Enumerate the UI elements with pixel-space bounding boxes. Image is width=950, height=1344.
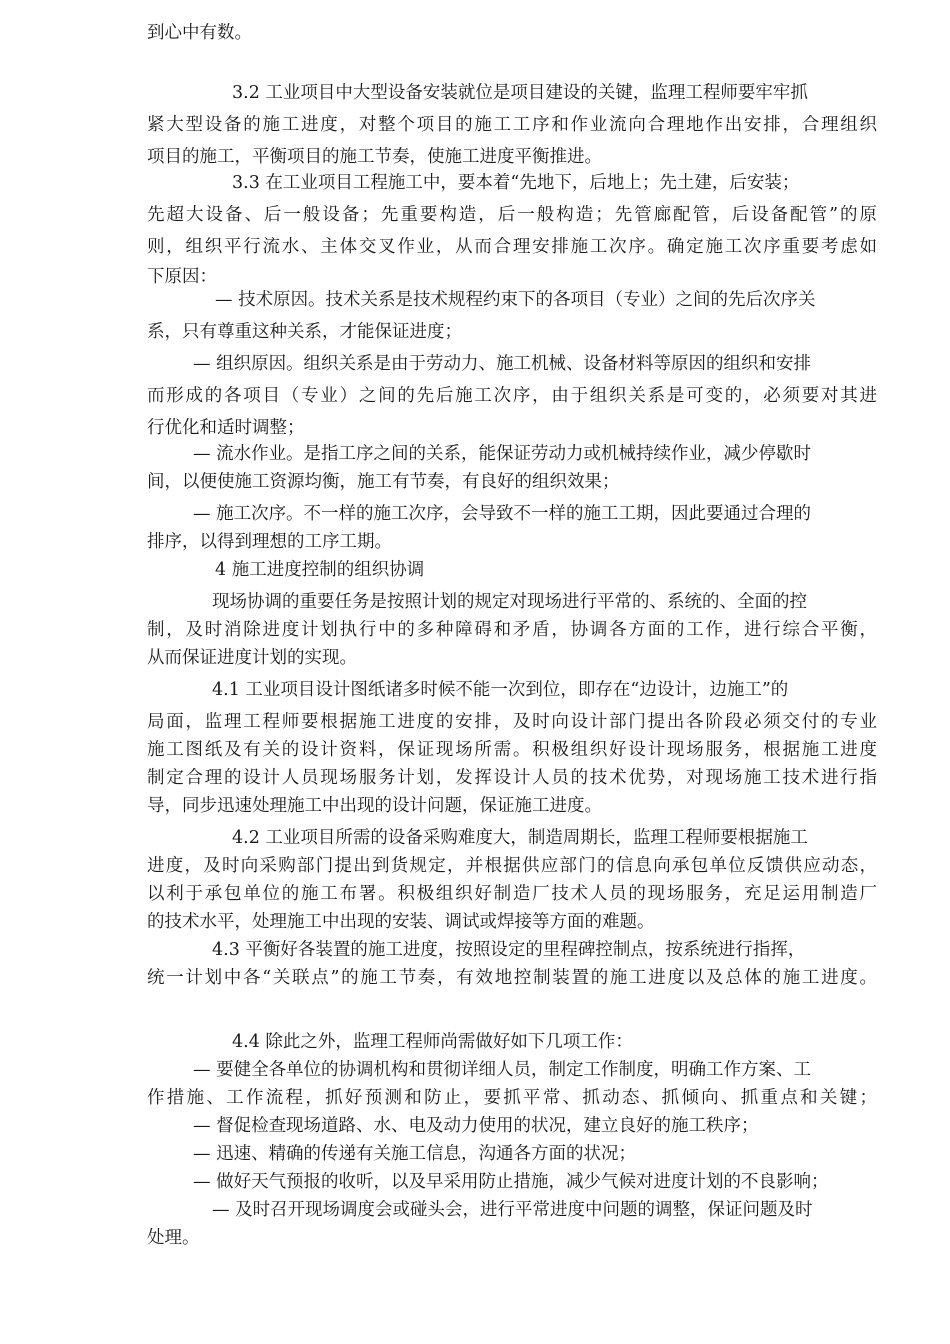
text-line: 统一计划中各“关联点”的施工节奏，有效地控制装置的施工进度以及总体的施工进度。 — [147, 968, 877, 988]
text-line: 系，只有尊重这种关系，才能保证进度； — [147, 322, 462, 342]
text-line: 排序，以得到理想的工序工期。 — [147, 532, 392, 552]
text-line: 以利于承包单位的施工布署。积极组织好制造厂技术人员的现场服务，充足运用制造厂 — [147, 884, 877, 904]
text-line: 现场协调的重要任务是按照计划的规定对现场进行平常的、系统的、全面的控 — [212, 592, 807, 612]
text-line: — 做好天气预报的收听，以及早采用防止措施，减少气候对进度计划的不良影响； — [193, 1172, 829, 1192]
text-line: 间，以便使施工资源均衡，施工有节奏，有良好的组织效果； — [147, 472, 620, 492]
section-heading: 4 施工进度控制的组织协调 — [215, 560, 425, 580]
text-line: 4.2 工业项目所需的设备采购难度大，制造周期长，监理工程师要根据施工 — [232, 828, 808, 848]
text-line: 先超大设备、后一般设备；先重要构造，后一般构造；先管廊配管，后设备配管”的原 — [147, 205, 877, 225]
text-line: 则，组织平行流水、主体交叉作业，从而合理安排施工次序。确定施工次序重要考虑如 — [147, 237, 877, 257]
text-line: 项目的施工，平衡项目的施工节奏，使施工进度平衡推进。 — [147, 147, 602, 167]
text-line: 制，及时消除进度计划执行中的多种障碍和矛盾，协调各方面的工作，进行综合平衡， — [147, 620, 877, 640]
text-line: 3.2 工业项目中大型设备安装就位是项目建设的关键，监理工程师要牢牢抓 — [232, 83, 808, 103]
text-line: 3.3 在工业项目工程施工中，要本着“先地下，后地上；先土建，后安装； — [232, 173, 800, 193]
text-line: — 督促检查现场道路、水、电及动力使用的状况，建立良好的施工秩序； — [193, 1116, 759, 1136]
text-line: 施工图纸及有关的设计资料，保证现场所需。积极组织好设计现场服务，根据施工进度 — [147, 740, 877, 760]
text-line: 从而保证进度计划的实现。 — [147, 648, 357, 668]
text-line: — 要健全各单位的协调机构和贯彻详细人员，制定工作制度，明确工作方案、工 — [193, 1060, 812, 1080]
text-line: 行优化和适时调整； — [147, 418, 305, 438]
text-line: 4.1 工业项目设计图纸诸多时候不能一次到位，即存在“边设计，边施工”的 — [212, 680, 789, 700]
text-line: 而形成的各项目（专业）之间的先后施工次序，由于组织关系是可变的，必须要对其进 — [147, 386, 877, 406]
text-line: 紧大型设备的施工进度，对整个项目的施工工序和作业流向合理地作出安排，合理组织 — [147, 115, 877, 135]
text-line: 局面，监理工程师要根据施工进度的安排，及时向设计部门提出各阶段必须交付的专业 — [147, 712, 877, 732]
text-line: 进度，及时向采购部门提出到货规定，并根据供应部门的信息向承包单位反馈供应动态， — [147, 856, 877, 876]
text-line: — 流水作业。是指工序之间的关系，能保证劳动力或机械持续作业，减少停歇时 — [193, 444, 812, 464]
text-line: 下原因： — [147, 267, 217, 287]
text-line: 制定合理的设计人员现场服务计划，发挥设计人员的技术优势，对现场施工技术进行指 — [147, 768, 877, 788]
text-line: 导，同步迅速处理施工中出现的设计问题，保证施工进度。 — [147, 796, 602, 816]
text-line: — 迅速、精确的传递有关施工信息，沟通各方面的状况； — [193, 1144, 637, 1164]
text-line: 到心中有数。 — [147, 23, 252, 43]
text-line: 4.3 平衡好各装置的施工进度，按照设定的里程碑控制点，按系统进行指挥， — [212, 940, 806, 960]
text-line: — 技术原因。技术关系是技术规程约束下的各项目（专业）之间的先后次序关 — [215, 290, 816, 310]
text-line: — 及时召开现场调度会或碰头会，进行平常进度中问题的调整，保证问题及时 — [212, 1200, 813, 1220]
text-line: — 施工次序。不一样的施工次序，会导致不一样的施工工期，因此要通过合理的 — [193, 504, 812, 524]
text-line: 4.4 除此之外，监理工程师尚需做好如下几项工作： — [232, 1032, 633, 1052]
text-line: — 组织原因。组织关系是由于劳动力、施工机械、设备材料等原因的组织和安排 — [193, 354, 812, 374]
text-line: 作措施、工作流程，抓好预测和防止，要抓平常、抓动态、抓倾向、抓重点和关键； — [147, 1088, 877, 1108]
text-line: 处理。 — [147, 1228, 200, 1248]
text-line: 的技术水平，处理施工中出现的安装、调试或焊接等方面的难题。 — [147, 912, 655, 932]
